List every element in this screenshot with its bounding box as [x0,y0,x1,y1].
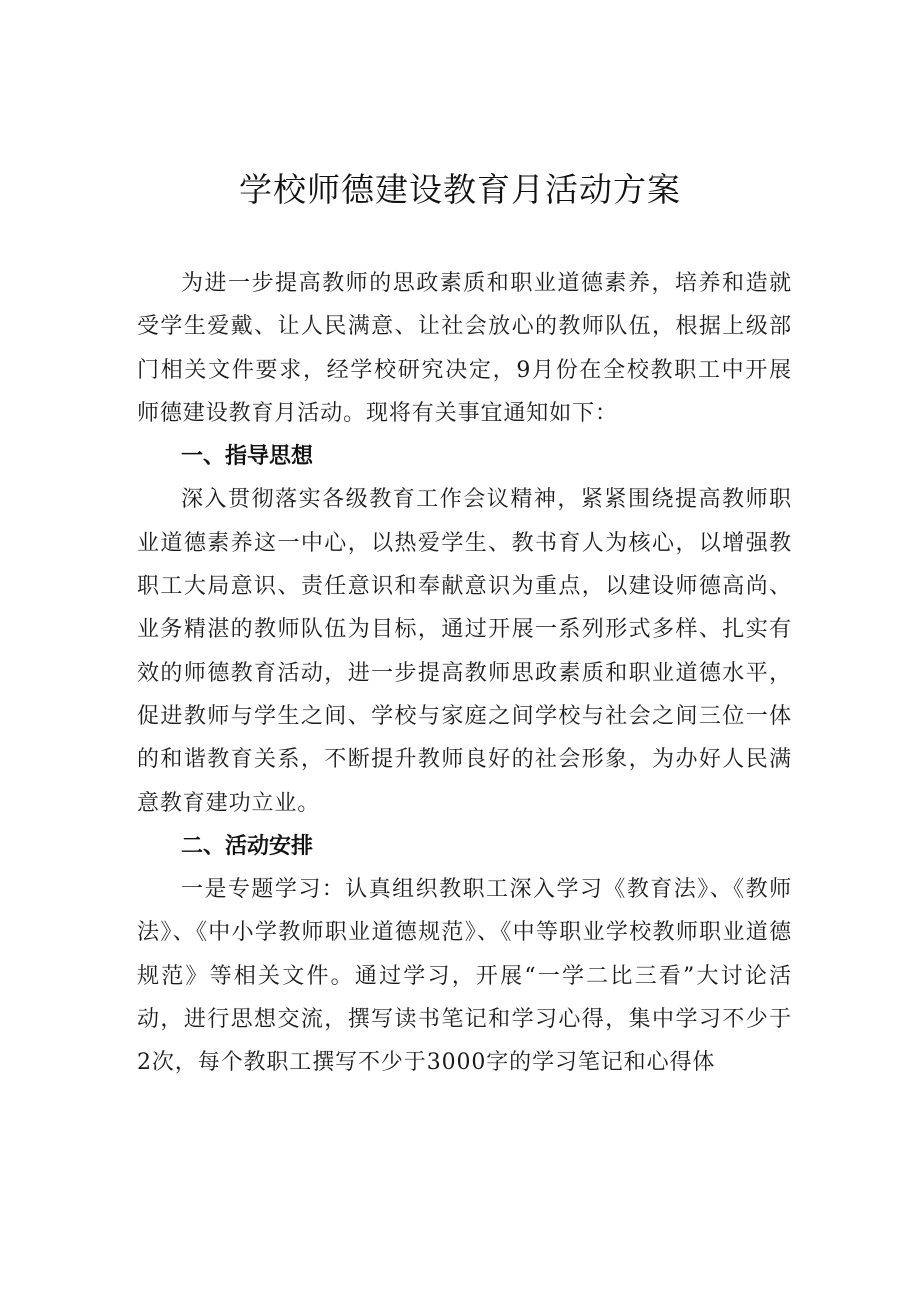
section-heading-guiding-thought: 一、指导思想 [181,444,314,470]
section-paragraph-activity-arrangement: 一是专题学习：认真组织教职工深入学习《教育法》、《教师法》、《中小学教师职业道德规范》、《中等职业学校教师职业道德规范》等相关文件。通过学习，开展“一学二比三看”大讨论活动，进行思想交流，撰写读书笔记和学习心得，集中学习不少于2次，每个教职工撰写不少于3000字的学习笔记和心得体 [137,877,792,1076]
section-paragraph-guiding-thought: 深入贯彻落实各级教育工作会议精神，紧紧围绕提高教师职业道德素养这一中心，以热爱学生、教书育人为核心，以增强教职工大局意识、责任意识和奉献意识为重点，以建设师德高尚、业务精湛的教师队伍为目标，通过开展一系列形式多样、扎实有效的师德教育活动，进一步提高教师思政素质和职业道德水平，促进教师与学生之间、学校与家庭之间学校与社会之间三位一体的和谐教育关系，不断提升教师良好的社会形象，为办好人民满意教育建功立业。 [137,487,792,816]
document-title: 学校师德建设教育月活动方案 [239,170,681,209]
document-body [137,262,792,1085]
section-heading-activity-arrangement: 二、活动安排 [181,833,314,859]
intro-paragraph: 为进一步提高教师的思政素质和职业道德素养，培养和造就受学生爱戴、让人民满意、让社会放心的教师队伍，根据上级部门相关文件要求，经学校研究决定，9月份在全校教职工中开展师德建设教育月活动。现将有关事宜通知如下： [137,271,792,426]
